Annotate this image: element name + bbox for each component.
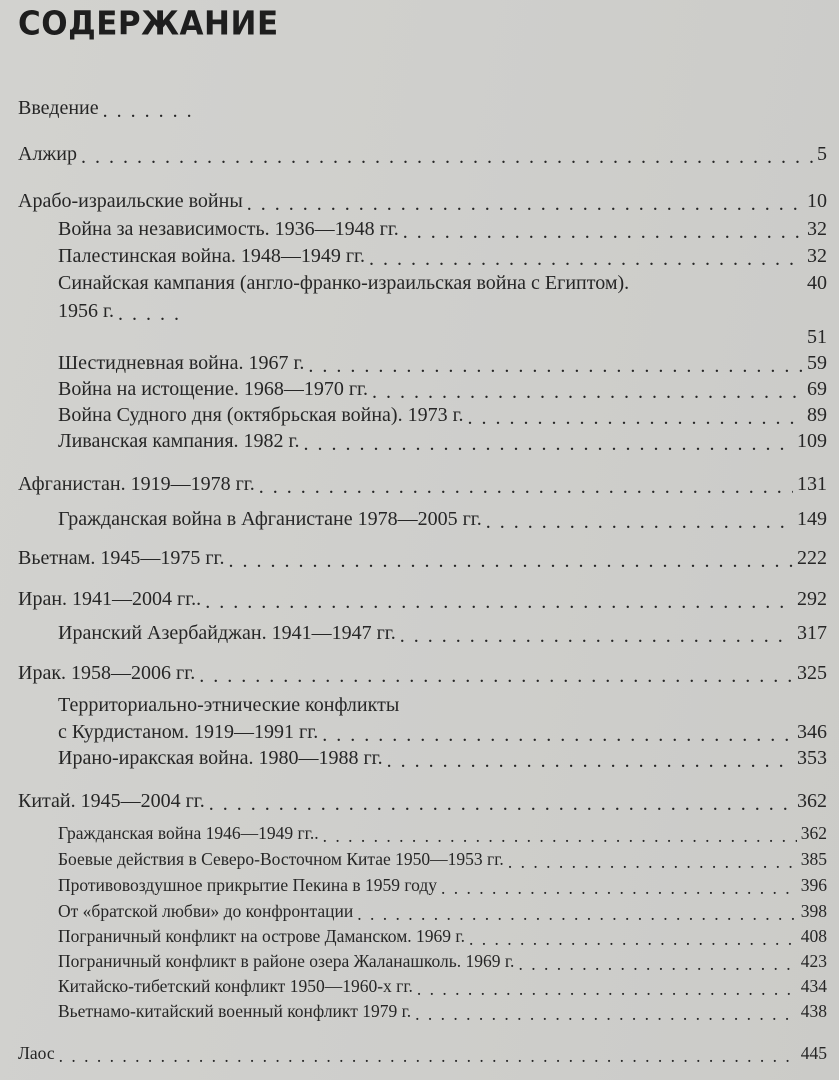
toc-entry-label: Территориально-этнические конфликты	[58, 694, 400, 716]
toc-entry-label: Лаос	[18, 1043, 55, 1063]
toc-entry-label: Война за независимость. 1936—1948 гг.	[58, 218, 399, 240]
toc-entry-label: Иранский Азербайджан. 1941—1947 гг.	[58, 622, 396, 644]
toc-entry-page: 445	[800, 1043, 827, 1063]
toc-entry-page: 292	[797, 588, 827, 610]
toc-entry-label: Синайская кампания (англо-франко-израильская война с Египтом).	[58, 272, 630, 294]
toc-entry-label: Китай. 1945—2004 гг.	[18, 790, 205, 812]
leader-dots	[469, 927, 797, 949]
toc-subentry	[58, 820, 827, 846]
toc-entry-page: 317	[797, 622, 827, 644]
toc-entry-label: Шестидневная война. 1967 г.	[58, 352, 305, 374]
toc-entry-label: Введение	[18, 97, 99, 119]
toc-entry	[18, 586, 827, 612]
toc-entry-label: Иран. 1941—2004 гг..	[18, 588, 202, 610]
toc-entry-page: 362	[797, 790, 827, 812]
toc-entry-label: Вьетнам. 1945—1975 гг.	[18, 547, 225, 569]
leader-dots	[259, 475, 793, 497]
leader-dots	[400, 624, 793, 646]
toc-entry	[18, 141, 827, 167]
leader-dots	[403, 220, 803, 242]
leader-dots	[518, 952, 796, 974]
leader-dots	[415, 1002, 797, 1024]
leader-dots	[369, 247, 803, 269]
toc-entry	[18, 1040, 827, 1066]
toc-subentry	[58, 948, 827, 974]
toc-entry	[18, 788, 827, 814]
toc-entry	[18, 188, 827, 214]
leader-dots	[486, 510, 793, 532]
toc-entry-page: 109	[797, 430, 827, 452]
toc-entry-label: с Курдистаном. 1919—1991 гг.	[58, 721, 319, 743]
leader-dots	[247, 192, 803, 214]
leader-dots	[103, 99, 193, 121]
toc-entry-label: Пограничный конфликт на острове Даманском. 1969 г.	[58, 926, 465, 946]
toc-entry-label: Ирано-иракская война. 1980—1988 гг.	[58, 747, 383, 769]
toc-subentry	[58, 745, 827, 771]
toc-subentry	[58, 620, 827, 646]
leader-dots	[81, 145, 813, 167]
leader-dots	[59, 1044, 797, 1066]
leader-dots	[199, 664, 793, 686]
toc-entry-page: 423	[800, 951, 827, 971]
toc-subentry	[58, 270, 827, 296]
toc-subentry	[58, 506, 827, 532]
toc-entry-label: Ливанская кампания. 1982 г.	[58, 430, 300, 452]
leader-dots	[322, 723, 793, 745]
toc-entry-label: Алжир	[18, 143, 77, 165]
toc-entry-label: Вьетнамо-китайский военный конфликт 1979 г.	[58, 1001, 412, 1021]
toc-entry-label: Противовоздушное прикрытие Пекина в 1959 году	[58, 875, 437, 895]
toc-entry-label: Палестинская война. 1948—1949 гг.	[58, 245, 365, 267]
toc-entry-page: 10	[807, 190, 827, 212]
toc-entry-page: 398	[800, 901, 827, 921]
toc-subentry	[58, 898, 827, 924]
toc-entry-page: 434	[800, 976, 827, 996]
toc-entry	[18, 95, 827, 121]
toc-entry-label: Война на истощение. 1968—1970 гг.	[58, 378, 368, 400]
toc-entry-page: 325	[797, 662, 827, 684]
toc-entry	[18, 545, 827, 571]
toc-entry	[18, 471, 827, 497]
leader-dots	[323, 824, 797, 846]
toc-subentry	[58, 973, 827, 999]
toc-subentry	[58, 846, 827, 872]
leader-dots	[441, 876, 797, 898]
toc-subentry	[58, 216, 827, 242]
toc-subentry-continuation	[58, 298, 827, 324]
toc-entry-label: Арабо-израильские войны	[18, 190, 243, 212]
toc-entry-page: 362	[800, 823, 827, 843]
toc-entry-page: 438	[800, 1001, 827, 1021]
toc-entry-page: 32	[807, 245, 827, 267]
toc-subentry-continuation	[58, 719, 827, 745]
toc-entry-page: 69	[807, 378, 827, 400]
toc-subentry	[58, 350, 827, 376]
toc-entry-label: Афганистан. 1919—1978 гг.	[18, 473, 255, 495]
toc-entry-page: 149	[797, 508, 827, 530]
toc-entry-label: От «братской любви» до конфронтации	[58, 901, 354, 921]
toc-entry-page: 408	[800, 926, 827, 946]
toc-subentry	[58, 998, 827, 1024]
toc-entry-label: Война Судного дня (октябрьская война). 1973 г.	[58, 404, 464, 426]
toc-subentry	[58, 402, 827, 428]
toc-entry-page: 59	[807, 352, 827, 374]
page-title: СОДЕРЖАНИЕ	[18, 5, 279, 43]
toc-entry-label: Гражданская война 1946—1949 гг..	[58, 823, 319, 843]
leader-dots	[357, 902, 796, 924]
toc-entry-page: 131	[797, 473, 827, 495]
leader-dots	[387, 749, 793, 771]
leader-dots	[228, 549, 793, 571]
toc-entry-page: 51	[807, 326, 827, 348]
toc-entry-label: Китайско-тибетский конфликт 1950—1960-х гг.	[58, 976, 413, 996]
toc-subentry	[58, 243, 827, 269]
toc-subentry	[58, 428, 827, 454]
toc-entry-label: Гражданская война в Афганистане 1978—2005 гг.	[58, 508, 482, 530]
toc-subentry	[58, 692, 827, 718]
leader-dots	[118, 302, 178, 324]
leader-dots	[468, 406, 803, 428]
toc-subentry-continuation	[58, 324, 827, 350]
toc-entry-page: 385	[800, 849, 827, 869]
toc-entry-page: 346	[797, 721, 827, 743]
toc-subentry	[58, 923, 827, 949]
toc-entry-page: 396	[800, 875, 827, 895]
toc-entry	[18, 660, 827, 686]
toc-entry-page: 5	[817, 143, 827, 165]
leader-dots	[205, 590, 793, 612]
leader-dots	[508, 850, 797, 872]
leader-dots	[209, 792, 793, 814]
leader-dots	[417, 977, 797, 999]
toc-entry-page: 89	[807, 404, 827, 426]
toc-subentry	[58, 872, 827, 898]
toc-entry-page: 32	[807, 218, 827, 240]
leader-dots	[308, 354, 803, 376]
toc-entry-page: 222	[797, 547, 827, 569]
toc-subentry	[58, 376, 827, 402]
toc-entry-label: Боевые действия в Северо-Восточном Китае 1950—1953 гг.	[58, 849, 504, 869]
toc-entry-page: 353	[797, 747, 827, 769]
toc-entry-page: 40	[807, 272, 827, 294]
leader-dots	[372, 380, 803, 402]
toc-entry-label: 1956 г.	[58, 300, 114, 322]
toc-entry-label: Пограничный конфликт в районе озера Жаланашколь. 1969 г.	[58, 951, 515, 971]
toc-entry-label: Ирак. 1958—2006 гг.	[18, 662, 196, 684]
leader-dots	[303, 432, 793, 454]
